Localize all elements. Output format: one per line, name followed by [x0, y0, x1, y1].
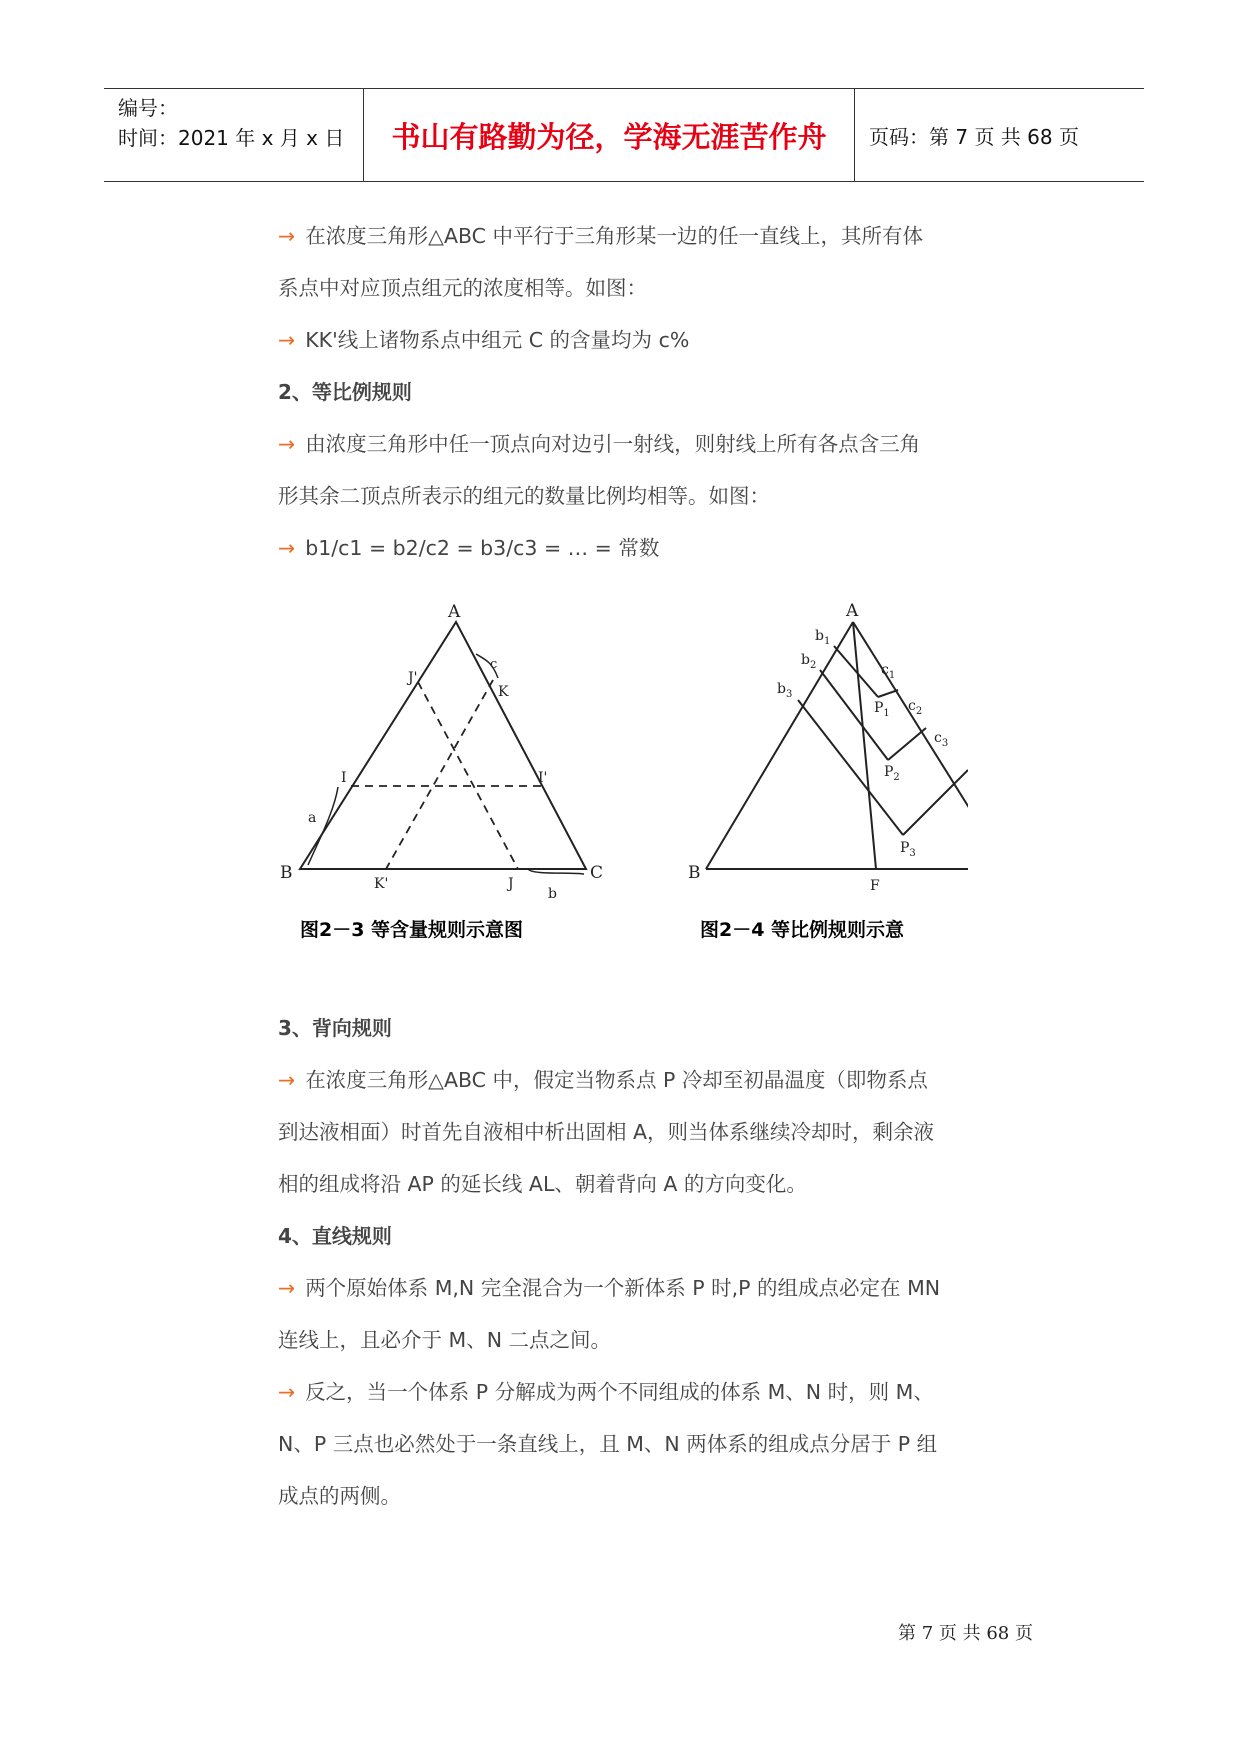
paragraph-straight-line-rule-cont: 连线上，且必介于 M、N 二点之间。 [278, 1328, 612, 1352]
brace-label-c: c [490, 657, 498, 672]
arrow-bullet-icon: → [278, 328, 296, 352]
paragraph-decomposition-cont: N、P 三点也必然处于一条直线上，且 M、N 两体系的组成点分居于 P 组 [278, 1432, 938, 1456]
arrow-bullet-icon: → [278, 224, 296, 248]
paragraph-equal-ratio: → 由浓度三角形中任一顶点向对边引一射线，则射线上所有各点含三角 [278, 432, 921, 456]
triangle-diagram-2 [688, 582, 968, 982]
triangle-diagram-1 [278, 582, 628, 982]
point-label-p1: $P_1$ [874, 700, 890, 719]
paragraph-backward-rule-cont: 到达液相面）时首先自液相中析出固相 A，则当体系继续冷却时，剩余液 [278, 1120, 935, 1144]
point-label-i: I [341, 770, 347, 786]
point-label-j: J [508, 876, 514, 892]
figure-equal-content-rule [278, 582, 628, 982]
header-meta [104, 89, 364, 181]
point-label-c1: $c_1$ [881, 662, 896, 681]
brace-label-b: b [548, 886, 557, 902]
figure2-caption: 图2－4 等比例规则示意 [700, 919, 905, 941]
heading-straight-line-rule: 4、直线规则 [278, 1224, 392, 1248]
vertex-label-c: C [590, 863, 604, 883]
arrow-bullet-icon: → [278, 536, 296, 560]
page-footer: 第 7 页 共 68 页 [898, 1623, 1033, 1644]
arrow-bullet-icon: → [278, 1380, 296, 1404]
document-time-label: 时间：2021 年 x 月 x 日 [118, 126, 345, 150]
vertex-label-a: A [846, 601, 859, 621]
point-label-c3: $c_3$ [934, 730, 949, 749]
paragraph-kk-line: → KK'线上诸物系点中组元 C 的含量均为 c% [278, 328, 690, 352]
point-label-b1: $b_1$ [815, 628, 831, 647]
paragraph-equal-ratio-cont: 形其余二顶点所表示的组元的数量比例均相等。如图： [278, 484, 770, 508]
figure-equal-ratio-rule [688, 582, 968, 982]
point-label-c2: $c_2$ [908, 698, 923, 717]
point-label-k: K [498, 684, 509, 700]
heading-equal-ratio-rule: 2、等比例规则 [278, 380, 412, 404]
paragraph-straight-line-rule: → 两个原始体系 M,N 完全混合为一个新体系 P 时,P 的组成点必定在 MN [278, 1276, 941, 1300]
paragraph-backward-rule-cont2: 相的组成将沿 AP 的延长线 AL、朝着背向 A 的方向变化。 [278, 1172, 807, 1196]
arrow-bullet-icon: → [278, 1068, 296, 1092]
point-label-k-prime: K' [374, 876, 389, 892]
paragraph-decomposition: → 反之，当一个体系 P 分解成为两个不同组成的体系 M、N 时，则 M、 [278, 1380, 934, 1404]
paragraph-equal-content-1-cont: 系点中对应顶点组元的浓度相等。如图： [278, 276, 647, 300]
point-label-f: F [870, 878, 880, 894]
point-label-i-prime: I' [538, 770, 548, 786]
page-header [104, 88, 1144, 182]
vertex-label-b: B [280, 863, 293, 883]
point-label-j-prime: J' [408, 670, 418, 686]
figures-row [278, 582, 968, 1002]
brace-label-a: a [308, 810, 317, 826]
document-body [278, 210, 968, 1522]
heading-backward-rule: 3、背向规则 [278, 1016, 392, 1040]
paragraph-backward-rule: → 在浓度三角形△ABC 中，假定当物系点 P 冷却至初晶温度（即物系点 [278, 1068, 928, 1092]
arrow-bullet-icon: → [278, 1276, 296, 1300]
figure1-caption: 图2－3 等含量规则示意图 [300, 919, 524, 941]
paragraph-ratio-formula: → b1/c1 = b2/c2 = b3/c3 = … = 常数 [278, 536, 660, 560]
paragraph-decomposition-cont2: 成点的两侧。 [278, 1484, 401, 1508]
header-page-number: 页码：第 7 页 共 68 页 [869, 124, 1079, 149]
arrow-bullet-icon: → [278, 432, 296, 456]
point-label-p2: $P_2$ [884, 764, 900, 783]
paragraph-equal-content-1: → 在浓度三角形△ABC 中平行于三角形某一边的任一直线上，其所有体 [278, 224, 924, 248]
vertex-label-b: B [688, 863, 701, 883]
point-label-b2: $b_2$ [801, 652, 817, 671]
point-label-p3: $P_3$ [900, 840, 916, 859]
vertex-label-a: A [448, 602, 461, 622]
point-label-b3: $b_3$ [777, 681, 793, 700]
document-number-label: 编号： [118, 96, 178, 120]
header-motto: 书山有路勤为径，学海无涯苦作舟 [364, 89, 855, 181]
